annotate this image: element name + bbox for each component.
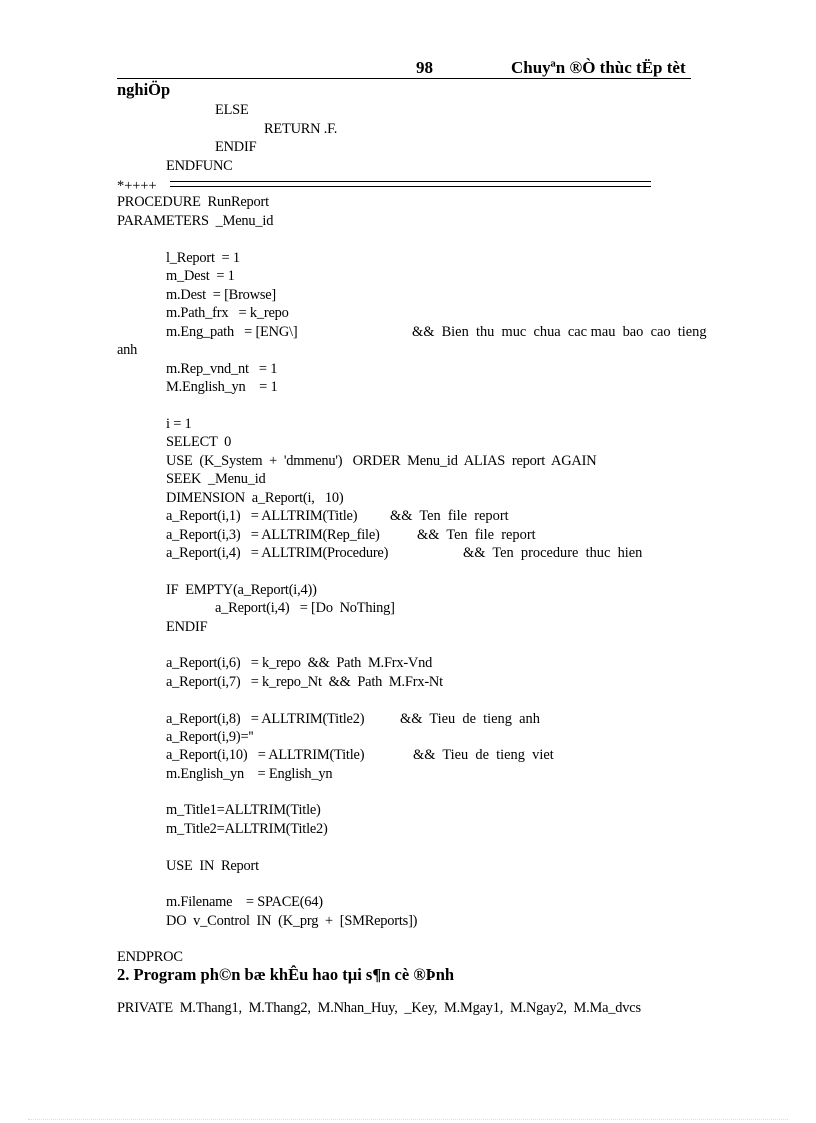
code-line: m.Rep_vnd_nt = 1 <box>166 361 278 377</box>
code-line: m.Path_frx = k_repo <box>166 305 289 321</box>
code-line: PROCEDURE RunReport <box>117 194 269 210</box>
page-bottom-border <box>28 1119 788 1120</box>
section-heading: 2. Program ph©n bæ khÊu hao tµi s¶n cè ®Þnh <box>117 965 455 984</box>
code-line: PARAMETERS _Menu_id <box>117 213 274 229</box>
code-line: a_Report(i,9)='' <box>166 729 254 745</box>
code-line: m_Title1=ALLTRIM(Title) <box>166 802 321 818</box>
code-comment: && Ten procedure thuc hien <box>463 545 643 561</box>
separator-rule <box>170 181 651 187</box>
code-line: m.English_yn = English_yn <box>166 766 333 782</box>
code-line: USE (K_System + 'dmmenu') ORDER Menu_id ALIAS report AGAIN <box>166 453 597 469</box>
code-line: m_Title2=ALLTRIM(Title2) <box>166 821 328 837</box>
code-line: IF EMPTY(a_Report(i,4)) <box>166 582 317 598</box>
code-line: m.Filename = SPACE(64) <box>166 894 323 910</box>
code-line: l_Report = 1 <box>166 250 240 266</box>
code-comment: && Bien thu muc chua cac mau bao cao tieng <box>412 324 707 340</box>
code-line: a_Report(i,6) = k_repo && Path M.Frx-Vnd <box>166 655 433 671</box>
code-line: DIMENSION a_Report(i, 10) <box>166 490 344 506</box>
code-comment: && Tieu de tieng anh <box>400 711 540 727</box>
code-line: a_Report(i,8) = ALLTRIM(Title2) <box>166 711 365 727</box>
code-comment: && Ten file report <box>417 527 536 543</box>
code-line: a_Report(i,7) = k_repo_Nt && Path M.Frx-Nt <box>166 674 443 690</box>
page-header <box>117 58 691 79</box>
code-line: DO v_Control IN (K_prg + [SMReports]) <box>166 913 418 929</box>
separator-prefix: *++++ <box>117 178 157 194</box>
code-line-endproc: ENDPROC <box>117 949 183 965</box>
code-line-return: RETURN .F. <box>264 121 338 137</box>
code-line: a_Report(i,3) = ALLTRIM(Rep_file) <box>166 527 380 543</box>
code-line: SELECT 0 <box>166 434 232 450</box>
code-line: a_Report(i,4) = ALLTRIM(Procedure) <box>166 545 389 561</box>
code-comment: && Tieu de tieng viet <box>413 747 554 763</box>
code-line: a_Report(i,10) = ALLTRIM(Title) <box>166 747 365 763</box>
code-line: i = 1 <box>166 416 192 432</box>
code-line-endfunc: ENDFUNC <box>166 158 233 174</box>
title-continuation: nghiÖp <box>117 80 171 99</box>
running-title: Chuyªn ®Ò thùc tËp tèt <box>511 58 686 77</box>
code-line: anh <box>117 342 138 358</box>
code-line: ENDIF <box>166 619 208 635</box>
code-line: a_Report(i,4) = [Do NoThing] <box>215 600 395 616</box>
code-line: m.Eng_path = [ENG\] <box>166 324 298 340</box>
code-comment: && Ten file report <box>390 508 509 524</box>
code-line: a_Report(i,1) = ALLTRIM(Title) <box>166 508 358 524</box>
code-line: USE IN Report <box>166 858 259 874</box>
page-number: 98 <box>416 58 433 77</box>
code-line: SEEK _Menu_id <box>166 471 266 487</box>
code-line-endif: ENDIF <box>215 139 257 155</box>
code-line-private: PRIVATE M.Thang1, M.Thang2, M.Nhan_Huy, _Key, M.Mgay1, M.Ngay2, M.Ma_dvcs <box>117 1000 641 1016</box>
code-line: m.Dest = [Browse] <box>166 287 277 303</box>
code-line: m_Dest = 1 <box>166 268 235 284</box>
code-line: M.English_yn = 1 <box>166 379 278 395</box>
code-line-else: ELSE <box>215 102 249 118</box>
